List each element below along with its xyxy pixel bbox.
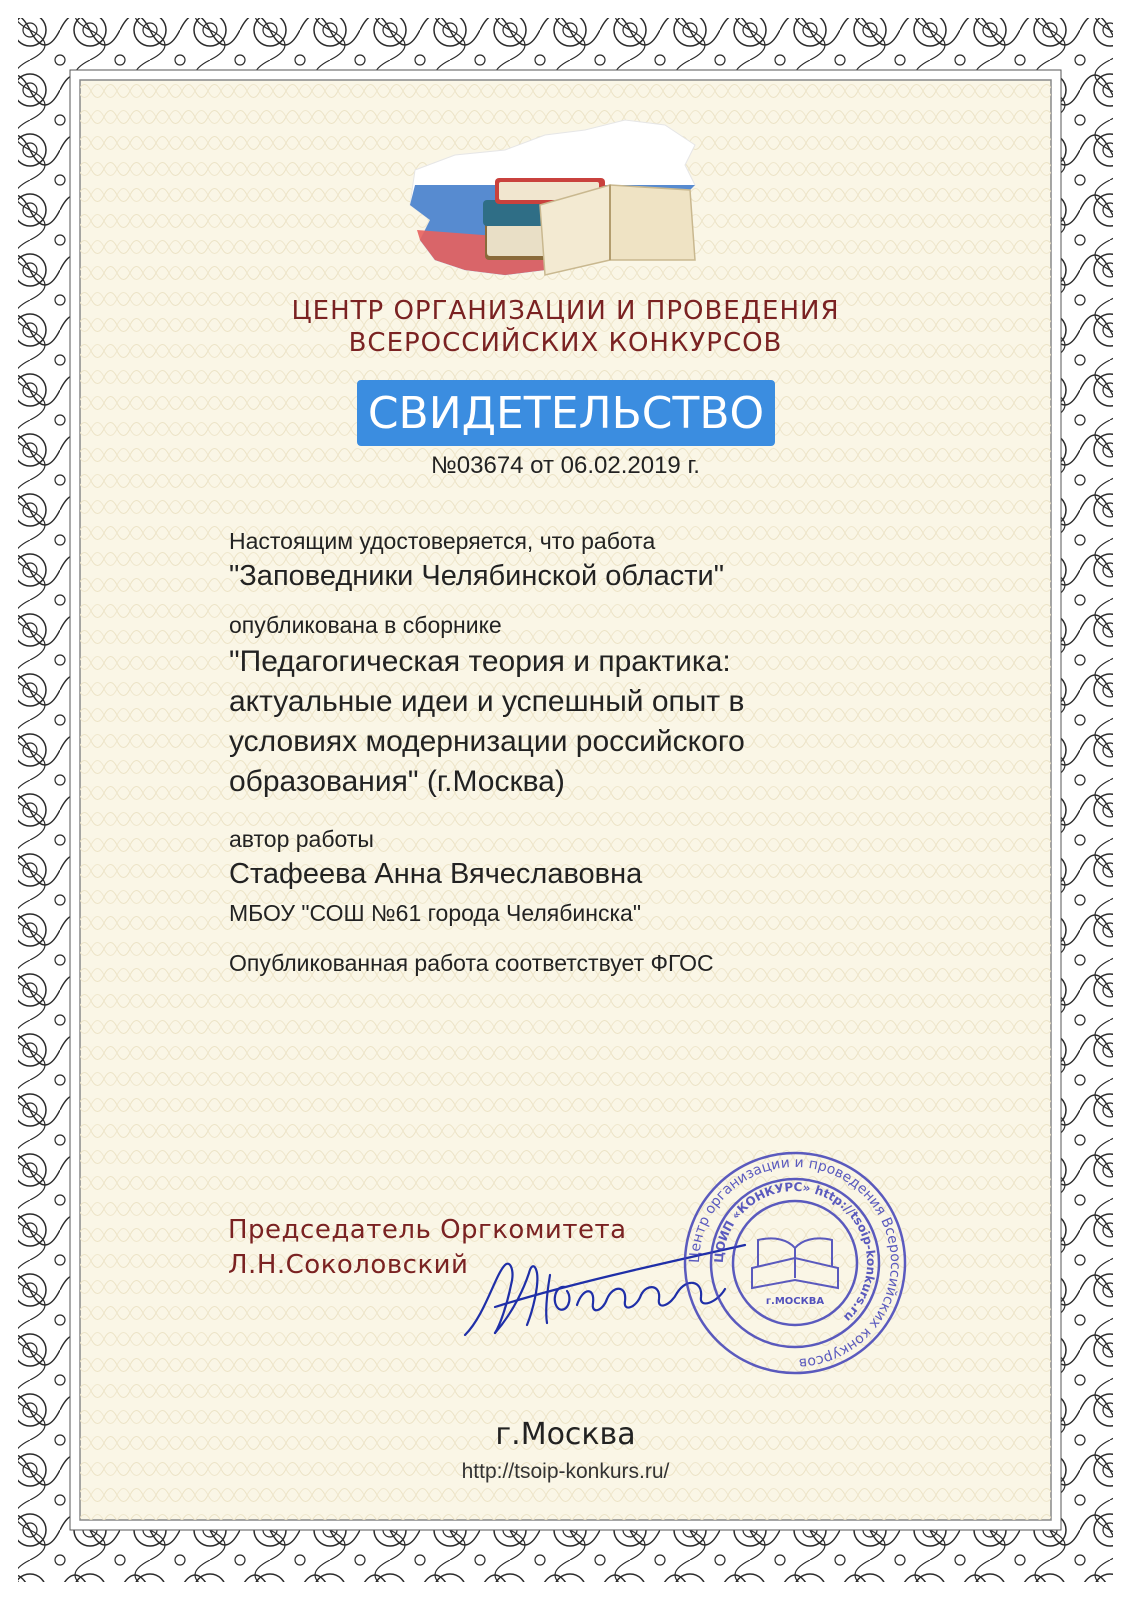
collection-line: образования" (г.Москва) [229, 765, 565, 798]
certificate-number: №03674 от 06.02.2019 г. [431, 452, 700, 479]
certificate-title-badge [357, 380, 775, 446]
chairman-name: Л.Н.Соколовский [228, 1250, 469, 1280]
collection-line: актуальные идеи и успешный опыт в [229, 685, 745, 718]
organization-line-2: ВСЕРОССИЙСКИХ КОНКУРСОВ [348, 328, 783, 358]
collection-line: "Педагогическая теория и практика: [229, 645, 731, 678]
work-title: "Заповедники Челябинской области" [229, 560, 725, 592]
stamp-outer-text: Центр организации и проведения Всероссийских конкурсов [686, 1154, 904, 1371]
collection-line: условиях модернизации российского [229, 725, 745, 758]
published-in-label: опубликована в сборнике [229, 612, 502, 638]
chairman-role: Председатель Оргкомитета [228, 1215, 627, 1245]
intro-text: Настоящим удостоверяется, что работа [229, 528, 656, 554]
footer-website: http://tsoip-konkurs.ru/ [461, 1460, 670, 1483]
author-name: Стафеева Анна Вячеславовна [229, 858, 643, 890]
certificate-title: СВИДЕТЕЛЬСТВО [367, 387, 765, 439]
stamp-book-icon [752, 1238, 838, 1288]
school-name: МБОУ "СОШ №61 города Челябинска" [229, 900, 641, 926]
fgos-note: Опубликованная работа соответствует ФГОС [229, 950, 714, 976]
collection-title [229, 642, 745, 802]
stamp-city: г.МОСКВА [765, 1296, 825, 1307]
author-label: автор работы [229, 826, 374, 852]
organization-stamp [680, 1148, 910, 1378]
stamp-inner-text: ЦОИП «КОНКУРС» http://tsoip-konkurs.ru [711, 1179, 879, 1325]
footer-city: г.Москва [495, 1417, 636, 1452]
books-map-logo [395, 110, 725, 290]
organization-line-1: ЦЕНТР ОРГАНИЗАЦИИ И ПРОВЕДЕНИЯ [291, 296, 840, 326]
